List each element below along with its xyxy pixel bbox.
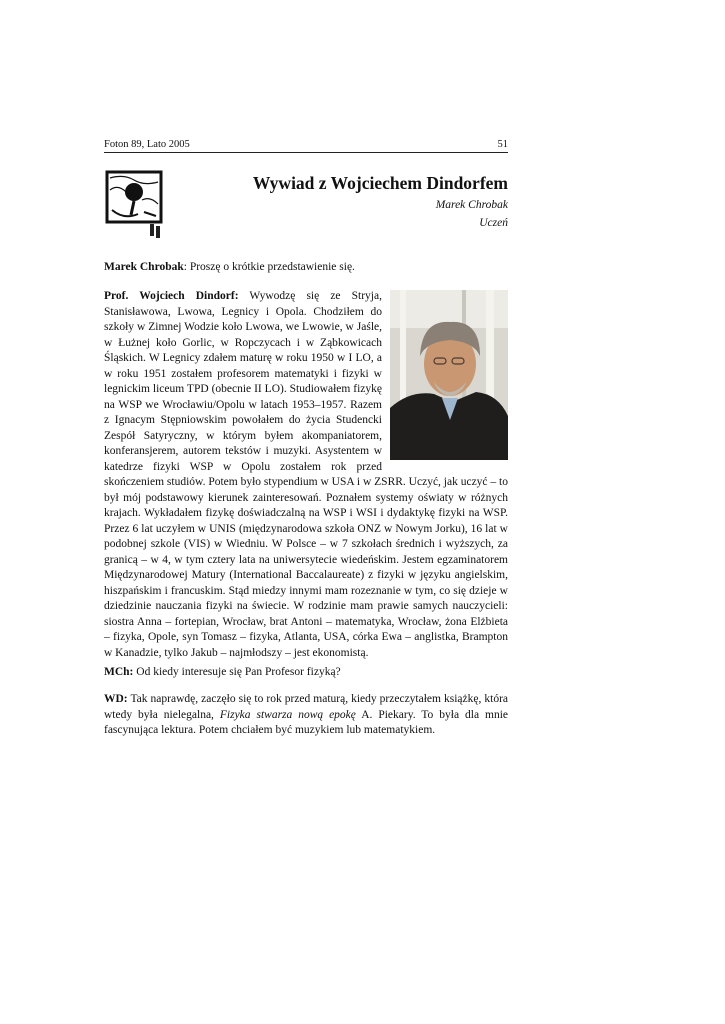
interview-microphone-logo	[104, 170, 164, 242]
answer-2-speaker: WD:	[104, 693, 128, 705]
page-number: 51	[497, 139, 508, 150]
article-author: Marek Chrobak	[435, 199, 508, 211]
question-1-text: : Proszę o krótkie przedstawienie się.	[183, 261, 355, 273]
question-2-speaker: MCh:	[104, 666, 134, 678]
running-header	[104, 139, 508, 153]
answer-2-text-before: Tak naprawdę, zaczęło się to rok przed maturą, kiedy przeczytałem książkę, która wtedy była nielegalna,	[104, 693, 508, 721]
answer-1-text: Wywodzę się ze Stryja, Stanisławowa, Lwowa, Legnicy i Opola. Chodziłem do szkoły w Zimnej Wodzie koło Lwowa, we Lwowie, w Jaśle, w Łużnej koło Gorlic, w Ropczycach i w Ząbkowicach Śląskich. W Legnicy zdałem maturę w roku 1950 w I LO, a w roku 1951 zostałem profesorem matematyki i fizyki w legnickim liceum TPD (obecnie II LO). Studiowałem fizykę na WSP we Wrocławiu/Opolu w latach 1953–1957. Razem z Ignacym Stępniowskim powołałem do życia Studencki Zespół Satyryczny, w którym byłem akompaniatorem, konferansjerem, autorem tekstów i muzyki. Asystentem w katedrze fizyki WSP w Opolu zostałem rok przed skończeniem studiów. Potem było stypendium w USA i w ZSRR. Uczyć, jak uczyć – to był mój podstawowy kierunek zainteresowań. Poznałem systemy oświaty w różnych krajach. Wykładałem fizykę doświadczalną na WSP i WSI i dydaktykę fizyki na WSP. Przez 6 lat uczyłem w UNIS (międzynarodowa szkoła ONZ w Nowym Jorku), 16 lat w podobnej szkole (VIS) w Wiedniu. W Polsce – w 7 szkołach średnich i wyższych, za granicą – w 4, w tym cztery lata na uniwersytecie wiedeńskim. Jestem egzaminatorem Międzynarodowej Matury (International Baccalaureate) z fizyki w języku angielskim, hiszpańskim i francuskim. Stąd miedzy innymi mam rozeznanie w tym, co się dzieje w dziedzinie nauczania fizyki na świecie. W rodzinie mam prawie samych nauczycieli: siostra Anna – fortepian, Wrocław, brat Antoni – matematyka, Wrocław, żona Elżbieta – fizyka, Opole, syn Tomasz – fizyka, Atlanta, USA, córka Ewa – anglistka, Brampton w Kanadzie, tylko Jakub – najmłodszy – jest ekonomistą.	[104, 290, 508, 659]
article-title: Wywiad z Wojciechem Dindorfem	[252, 173, 508, 193]
question-2	[104, 665, 508, 681]
question-1	[104, 260, 508, 276]
portrait-photo	[390, 290, 508, 460]
author-affiliation: Uczeń	[479, 217, 508, 229]
book-title: Fizyka stwarza nową epokę	[219, 708, 356, 721]
answer-1-speaker: Prof. Wojciech Dindorf:	[104, 290, 239, 302]
question-1-speaker: Marek Chrobak	[104, 261, 184, 273]
journal-issue: Foton 89, Lato 2005	[104, 139, 190, 150]
answer-1	[104, 289, 508, 661]
question-2-text: Od kiedy interesuje się Pan Profesor fizyką?	[133, 666, 341, 678]
answer-2	[104, 692, 508, 739]
answer-2-text-after: A. Piekary. To była dla mnie fascynująca lektura. Potem chciałem być muzykiem lub matematykiem.	[104, 708, 508, 736]
